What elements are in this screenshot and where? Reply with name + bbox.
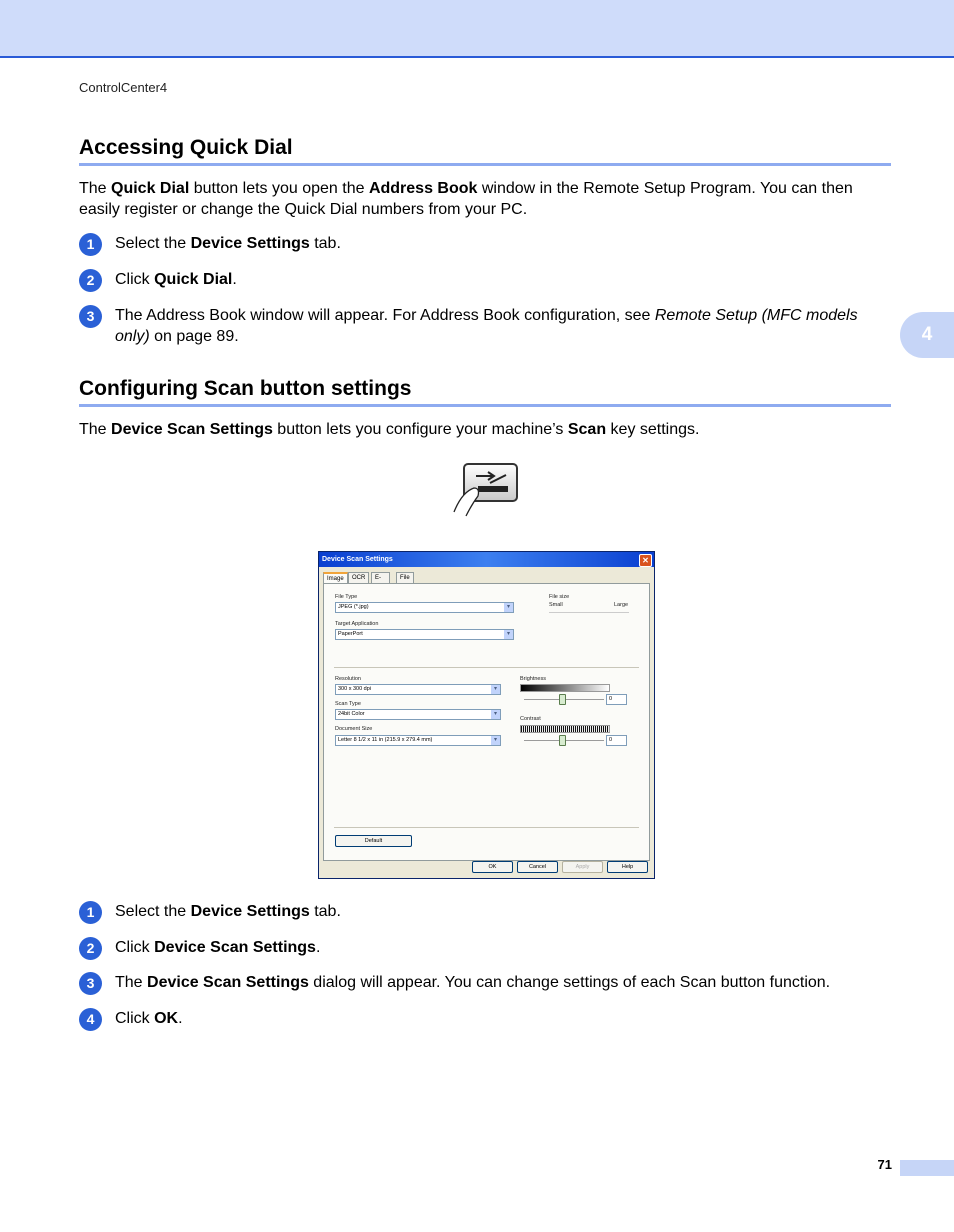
tab-image[interactable]: Image — [323, 572, 348, 584]
tab-ocr[interactable]: OCR — [348, 572, 369, 583]
brightness-input[interactable]: 0 — [606, 694, 627, 705]
chevron-down-icon: ▾ — [504, 603, 513, 612]
document-size-label: Document Size — [335, 726, 373, 732]
device-scan-settings-dialog — [318, 551, 655, 879]
chevron-down-icon: ▾ — [491, 736, 500, 745]
brightness-gradient — [520, 684, 610, 692]
scan-step-3: 3 The Device Scan Settings dialog will appear. You can change settings of each Scan button function. — [79, 972, 891, 993]
step-number: 4 — [79, 1008, 102, 1031]
section-title-scan-settings: Configuring Scan button settings — [79, 377, 891, 407]
quick-dial-step-2: 2 Click Quick Dial. — [79, 269, 891, 290]
scan-settings-intro: The Device Scan Settings button lets you configure your machine’s Scan key settings. — [79, 421, 700, 438]
header-bar — [0, 0, 954, 58]
step-number: 1 — [79, 233, 102, 256]
apply-button[interactable]: Apply — [562, 861, 603, 873]
step-number: 3 — [79, 305, 102, 328]
target-application-select[interactable]: PaperPort ▾ — [335, 629, 514, 640]
scan-type-label: Scan Type — [335, 701, 361, 707]
device-scan-settings-icon — [450, 462, 522, 520]
separator — [334, 667, 639, 668]
brightness-slider-thumb[interactable] — [559, 694, 566, 705]
file-size-small-label: Small — [549, 602, 563, 608]
section-title-quick-dial: Accessing Quick Dial — [79, 136, 891, 166]
file-type-select[interactable]: JPEG (*.jpg) ▾ — [335, 602, 514, 613]
scan-type-select[interactable]: 24bit Color ▾ — [335, 709, 501, 720]
chevron-down-icon: ▾ — [491, 710, 500, 719]
help-button[interactable]: Help — [607, 861, 648, 873]
tab-file[interactable]: File — [396, 572, 414, 583]
chevron-down-icon: ▾ — [504, 630, 513, 639]
chevron-down-icon: ▾ — [491, 685, 500, 694]
resolution-label: Resolution — [335, 676, 361, 682]
chapter-tab: 4 — [900, 312, 954, 358]
quick-dial-step-3: 3 The Address Book window will appear. For Address Book configuration, see Remote Setup (MFC models only) on page 89. — [79, 305, 891, 347]
file-size-large-label: Large — [614, 602, 629, 608]
file-size-slider[interactable] — [549, 612, 629, 613]
quick-dial-intro: The Quick Dial button lets you open the Address Book window in the Remote Setup Program. You can then easily register or change the Quick Dial numbers from your PC. — [79, 180, 853, 218]
scan-step-1: 1 Select the Device Settings tab. — [79, 901, 891, 922]
document-size-select[interactable]: Letter 8 1/2 x 11 in (215.9 x 279.4 mm) ▾ — [335, 735, 501, 746]
dialog-title: Device Scan Settings — [322, 556, 393, 563]
step-number: 2 — [79, 937, 102, 960]
step-number: 2 — [79, 269, 102, 292]
close-icon[interactable]: ✕ — [639, 554, 652, 567]
file-type-label: File Type — [335, 594, 358, 600]
scan-step-2: 2 Click Device Scan Settings. — [79, 937, 891, 958]
separator — [334, 827, 639, 828]
image-tab-panel — [323, 583, 650, 861]
cancel-button[interactable]: Cancel — [517, 861, 558, 873]
contrast-input[interactable]: 0 — [606, 735, 627, 746]
quick-dial-step-1: 1 Select the Device Settings tab. — [79, 233, 891, 254]
resolution-select[interactable]: 300 x 300 dpi ▾ — [335, 684, 501, 695]
brightness-label: Brightness — [520, 676, 546, 682]
file-size-label: File size — [549, 594, 570, 600]
scan-step-4: 4 Click OK. — [79, 1008, 891, 1029]
dialog-title-bar — [319, 552, 654, 567]
default-button[interactable]: Default — [335, 835, 412, 847]
contrast-slider-thumb[interactable] — [559, 735, 566, 746]
page-number-bar — [900, 1160, 954, 1176]
contrast-label: Contrast — [520, 716, 541, 722]
tab-email[interactable]: E- — [371, 572, 390, 583]
contrast-pattern — [520, 725, 610, 733]
step-number: 1 — [79, 901, 102, 924]
page-number: 71 — [877, 1157, 892, 1172]
ok-button[interactable]: OK — [472, 861, 513, 873]
step-number: 3 — [79, 972, 102, 995]
running-head: ControlCenter4 — [79, 80, 168, 95]
target-application-label: Target Application — [335, 621, 379, 627]
